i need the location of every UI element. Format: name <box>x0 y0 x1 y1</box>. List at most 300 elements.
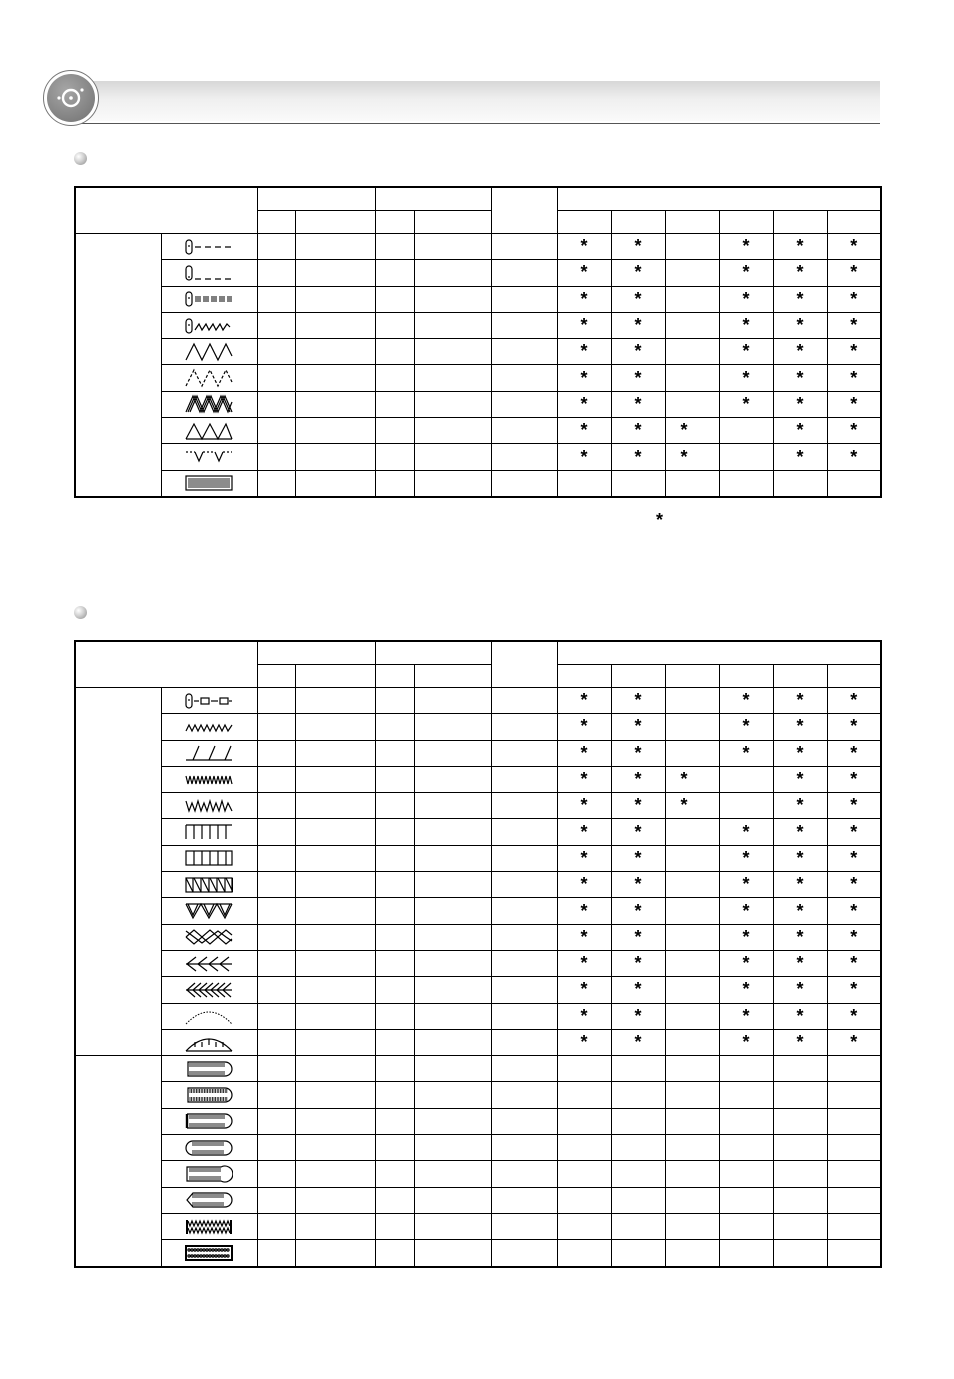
value-cell <box>257 1213 295 1239</box>
mark-cell <box>719 1029 773 1055</box>
star-mark: * <box>634 979 642 1000</box>
value-cell <box>257 1029 295 1055</box>
value-cell <box>295 819 375 845</box>
mark-cell <box>827 1187 881 1213</box>
value-cell <box>491 1213 557 1239</box>
value-cell <box>375 950 414 976</box>
mark-cell <box>665 793 719 819</box>
star-mark: * <box>634 367 642 388</box>
star-mark: * <box>796 979 804 1000</box>
star-mark: * <box>680 795 688 816</box>
star-mark: * <box>634 716 642 737</box>
mark-cell <box>827 234 881 260</box>
value-cell <box>295 1108 375 1134</box>
value-cell <box>375 365 414 391</box>
stitch-symbol-cell <box>161 260 257 286</box>
value-cell <box>295 286 375 312</box>
star-mark: * <box>742 341 750 362</box>
mark-cell <box>827 260 881 286</box>
value-cell <box>491 740 557 766</box>
table-row <box>75 391 881 417</box>
value-cell <box>257 1056 295 1082</box>
mark-cell <box>557 312 611 338</box>
table-row <box>75 819 881 845</box>
value-cell <box>491 286 557 312</box>
value-cell <box>295 444 375 470</box>
mark-cell <box>773 819 827 845</box>
star-mark: * <box>796 769 804 790</box>
mark-cell <box>557 898 611 924</box>
value-cell <box>375 898 414 924</box>
box-stitch-icon <box>185 848 233 868</box>
value-cell <box>491 260 557 286</box>
table-row <box>75 740 881 766</box>
star-mark: * <box>742 953 750 974</box>
value-cell <box>375 418 414 444</box>
value-cell <box>414 819 491 845</box>
header-stitch-cell <box>75 641 257 688</box>
star-mark: * <box>796 446 804 467</box>
star-mark: * <box>680 420 688 441</box>
mark-cell <box>827 470 881 497</box>
mark-cell <box>557 444 611 470</box>
mark-cell <box>611 418 665 444</box>
star-mark: * <box>742 236 750 257</box>
stitch-symbol-cell <box>161 418 257 444</box>
mark-cell <box>719 1082 773 1108</box>
value-cell <box>414 1161 491 1187</box>
table-row <box>75 977 881 1003</box>
mark-cell <box>557 1135 611 1161</box>
star-mark: * <box>634 690 642 711</box>
mark-cell <box>773 714 827 740</box>
star-mark: * <box>850 262 858 283</box>
value-cell <box>414 234 491 260</box>
basting-stitch-icon <box>185 691 233 711</box>
comb-stitch-icon <box>185 822 233 842</box>
header-subcell <box>827 665 881 688</box>
mark-cell <box>611 793 665 819</box>
mark-cell <box>719 312 773 338</box>
mark-cell <box>665 740 719 766</box>
star-mark: * <box>580 690 588 711</box>
star-mark: * <box>680 446 688 467</box>
mark-cell <box>773 845 827 871</box>
value-cell <box>491 1082 557 1108</box>
mark-cell <box>611 1056 665 1082</box>
mark-cell <box>557 1187 611 1213</box>
mark-cell <box>719 260 773 286</box>
value-cell <box>257 312 295 338</box>
cross-stitch-icon <box>185 927 233 947</box>
star-mark: * <box>850 874 858 895</box>
value-cell <box>295 312 375 338</box>
stitch-symbol-cell <box>161 1108 257 1134</box>
mark-cell <box>773 1003 827 1029</box>
value-cell <box>491 339 557 365</box>
mark-cell <box>773 339 827 365</box>
mark-cell <box>665 1161 719 1187</box>
header-subcell <box>773 665 827 688</box>
mark-cell <box>773 924 827 950</box>
header-group-marks <box>557 187 881 211</box>
star-mark: * <box>796 953 804 974</box>
value-cell <box>257 819 295 845</box>
star-mark: * <box>850 716 858 737</box>
value-cell <box>295 1161 375 1187</box>
header-subcell <box>719 211 773 234</box>
table-row <box>75 898 881 924</box>
star-mark: * <box>580 288 588 309</box>
stitch-symbol-cell <box>161 793 257 819</box>
header-subcell <box>414 665 491 688</box>
mark-cell <box>719 1240 773 1267</box>
star-mark: * <box>580 236 588 257</box>
mark-cell <box>719 1003 773 1029</box>
buttonhole-square-round-icon <box>185 1111 233 1131</box>
value-cell <box>375 819 414 845</box>
mark-cell <box>827 819 881 845</box>
star-mark: * <box>850 979 858 1000</box>
slant-box-stitch-icon <box>185 875 233 895</box>
stitch-symbol-cell <box>161 1213 257 1239</box>
value-cell <box>491 444 557 470</box>
header-subcell <box>557 211 611 234</box>
star-mark: * <box>742 288 750 309</box>
zigzag-stitch-icon <box>185 342 233 362</box>
mark-cell <box>557 977 611 1003</box>
mark-cell <box>611 1161 665 1187</box>
star-mark: * <box>580 367 588 388</box>
mark-cell <box>719 766 773 792</box>
table-row <box>75 1029 881 1055</box>
value-cell <box>295 1003 375 1029</box>
mark-cell <box>557 766 611 792</box>
buttonhole-tapered-icon <box>185 1190 233 1210</box>
value-cell <box>257 470 295 497</box>
header-subcell <box>375 211 414 234</box>
buttonhole-heirloom-icon <box>185 1243 233 1263</box>
value-cell <box>491 924 557 950</box>
value-cell <box>257 1161 295 1187</box>
mark-cell <box>719 819 773 845</box>
value-cell <box>375 234 414 260</box>
mark-cell <box>773 1056 827 1082</box>
mark-cell <box>827 898 881 924</box>
mark-cell <box>773 470 827 497</box>
star-mark: * <box>634 1005 642 1026</box>
star-mark: * <box>796 236 804 257</box>
mark-cell <box>665 260 719 286</box>
stitch-symbol-cell <box>161 819 257 845</box>
value-cell <box>375 766 414 792</box>
value-cell <box>491 391 557 417</box>
star-mark: * <box>580 742 588 763</box>
star-mark: * <box>796 1005 804 1026</box>
mark-cell <box>773 260 827 286</box>
straight-stitch-center-icon <box>185 237 233 257</box>
value-cell <box>414 444 491 470</box>
header-group-b <box>375 187 491 211</box>
mark-cell <box>827 688 881 714</box>
value-cell <box>257 1108 295 1134</box>
chevron-stitch-icon <box>185 954 233 974</box>
star-mark: * <box>742 690 750 711</box>
value-cell <box>491 898 557 924</box>
star-mark: * <box>580 315 588 336</box>
star-mark: * <box>634 874 642 895</box>
star-mark: * <box>742 367 750 388</box>
value-cell <box>414 339 491 365</box>
table-row <box>75 872 881 898</box>
mark-cell <box>557 1161 611 1187</box>
section-bullet-1 <box>74 152 87 165</box>
triangle-stitch-icon <box>185 901 233 921</box>
star-mark: * <box>634 795 642 816</box>
table-row <box>75 1213 881 1239</box>
mark-cell <box>557 714 611 740</box>
table-row <box>75 365 881 391</box>
table-row <box>75 234 881 260</box>
star-mark: * <box>850 420 858 441</box>
mark-cell <box>827 950 881 976</box>
mark-cell <box>611 950 665 976</box>
star-mark: * <box>796 900 804 921</box>
mark-cell <box>719 418 773 444</box>
mark-cell <box>665 339 719 365</box>
star-mark: * <box>796 367 804 388</box>
star-mark: * <box>796 847 804 868</box>
star-mark: * <box>580 1005 588 1026</box>
stitch-symbol-cell <box>161 766 257 792</box>
star-mark: * <box>742 979 750 1000</box>
mark-cell <box>557 1108 611 1134</box>
mark-cell <box>773 688 827 714</box>
star-mark: * <box>850 769 858 790</box>
star-mark: * <box>634 315 642 336</box>
value-cell <box>257 1187 295 1213</box>
mark-cell <box>773 312 827 338</box>
mark-cell <box>557 872 611 898</box>
value-cell <box>414 1029 491 1055</box>
star-mark: * <box>580 900 588 921</box>
mark-cell <box>557 1240 611 1267</box>
mark-cell <box>557 234 611 260</box>
mark-cell <box>611 286 665 312</box>
mark-cell <box>665 444 719 470</box>
star-mark: * <box>850 367 858 388</box>
value-cell <box>491 418 557 444</box>
mark-cell <box>773 1213 827 1239</box>
mark-cell <box>719 1108 773 1134</box>
value-cell <box>491 1135 557 1161</box>
table-row <box>75 924 881 950</box>
mark-cell <box>665 1240 719 1267</box>
value-cell <box>257 714 295 740</box>
straight-stitch-left-icon <box>185 263 233 283</box>
mark-cell <box>719 793 773 819</box>
mark-cell <box>773 286 827 312</box>
stem-stitch-icon <box>185 316 233 336</box>
mark-cell <box>611 845 665 871</box>
star-mark: * <box>580 1032 588 1052</box>
header-subcell <box>827 211 881 234</box>
stitch-symbol-cell <box>161 977 257 1003</box>
value-cell <box>491 1003 557 1029</box>
mark-cell <box>773 444 827 470</box>
value-cell <box>257 977 295 1003</box>
star-mark: * <box>742 847 750 868</box>
star-mark: * <box>850 847 858 868</box>
target-circle-icon <box>53 80 89 116</box>
buttonhole-keyhole-icon <box>185 1164 233 1184</box>
mark-cell <box>665 688 719 714</box>
star-mark: * <box>742 926 750 947</box>
mark-cell <box>827 1056 881 1082</box>
mark-cell <box>827 286 881 312</box>
mark-cell <box>665 898 719 924</box>
stitch-symbol-cell <box>161 365 257 391</box>
mark-cell <box>773 740 827 766</box>
mark-cell <box>557 1056 611 1082</box>
value-cell <box>257 286 295 312</box>
header-subcell <box>665 665 719 688</box>
mark-cell <box>557 260 611 286</box>
mark-cell <box>557 286 611 312</box>
footnote-star: * <box>656 510 664 530</box>
value-cell <box>257 260 295 286</box>
table-row <box>75 339 881 365</box>
mark-cell <box>719 365 773 391</box>
buttonhole-round-icon <box>185 1059 233 1079</box>
value-cell <box>375 1108 414 1134</box>
star-mark: * <box>796 742 804 763</box>
header-group-a <box>257 641 375 665</box>
table-row <box>75 1135 881 1161</box>
mark-cell <box>827 714 881 740</box>
mark-cell <box>719 845 773 871</box>
mark-cell <box>773 1187 827 1213</box>
star-mark: * <box>850 1005 858 1026</box>
value-cell <box>375 977 414 1003</box>
value-cell <box>295 391 375 417</box>
mark-cell <box>611 365 665 391</box>
value-cell <box>295 260 375 286</box>
value-cell <box>414 1108 491 1134</box>
mark-cell <box>719 714 773 740</box>
star-mark: * <box>850 236 858 257</box>
mark-cell <box>611 234 665 260</box>
header-subcell <box>375 665 414 688</box>
value-cell <box>295 1213 375 1239</box>
star-mark: * <box>850 795 858 816</box>
value-cell <box>375 1056 414 1082</box>
star-mark: * <box>742 742 750 763</box>
stitch-symbol-cell <box>161 1135 257 1161</box>
mark-cell <box>611 688 665 714</box>
mark-cell <box>827 793 881 819</box>
header-single-col <box>491 641 557 688</box>
mark-cell <box>827 1082 881 1108</box>
star-mark: * <box>634 769 642 790</box>
mark-cell <box>665 234 719 260</box>
mark-cell <box>719 444 773 470</box>
star-mark: * <box>634 446 642 467</box>
group-label-cell <box>75 234 161 497</box>
mark-cell <box>665 1003 719 1029</box>
mark-cell <box>773 793 827 819</box>
star-mark: * <box>580 716 588 737</box>
value-cell <box>375 714 414 740</box>
value-cell <box>491 1029 557 1055</box>
value-cell <box>375 286 414 312</box>
mark-cell <box>827 1240 881 1267</box>
table-row <box>75 1240 881 1267</box>
star-mark: * <box>580 262 588 283</box>
mark-cell <box>665 1082 719 1108</box>
feather-stitch-icon <box>185 717 233 737</box>
mark-cell <box>557 950 611 976</box>
mark-cell <box>611 312 665 338</box>
section-header-rule <box>70 123 880 124</box>
mark-cell <box>611 1135 665 1161</box>
mark-cell <box>611 260 665 286</box>
value-cell <box>414 924 491 950</box>
stitch-symbol-cell <box>161 845 257 871</box>
stitch-symbol-cell <box>161 286 257 312</box>
mark-cell <box>719 286 773 312</box>
value-cell <box>414 312 491 338</box>
header-subcell <box>257 211 295 234</box>
stitch-symbol-cell <box>161 898 257 924</box>
mark-cell <box>773 977 827 1003</box>
triple-zigzag-icon <box>185 394 233 414</box>
mark-cell <box>719 391 773 417</box>
mark-cell <box>827 872 881 898</box>
value-cell <box>375 1161 414 1187</box>
mark-cell <box>557 1082 611 1108</box>
mark-cell <box>665 845 719 871</box>
value-cell <box>491 1240 557 1267</box>
header-subcell <box>557 665 611 688</box>
header-group-b <box>375 641 491 665</box>
mark-cell <box>611 1108 665 1134</box>
value-cell <box>491 365 557 391</box>
star-mark: * <box>634 900 642 921</box>
table-row <box>75 688 881 714</box>
star-mark: * <box>796 341 804 362</box>
mark-cell <box>719 898 773 924</box>
star-mark: * <box>850 742 858 763</box>
table-row <box>75 714 881 740</box>
mark-cell <box>611 819 665 845</box>
table-row <box>75 1082 881 1108</box>
mark-cell <box>773 234 827 260</box>
table-row <box>75 1161 881 1187</box>
star-mark: * <box>580 874 588 895</box>
value-cell <box>295 1029 375 1055</box>
table-row <box>75 950 881 976</box>
value-cell <box>375 872 414 898</box>
value-cell <box>491 793 557 819</box>
table-row <box>75 1187 881 1213</box>
scallop-stitch-icon <box>185 1006 233 1026</box>
value-cell <box>414 872 491 898</box>
value-cell <box>491 845 557 871</box>
value-cell <box>491 1056 557 1082</box>
mark-cell <box>665 1213 719 1239</box>
overcast-stitch-icon <box>185 421 233 441</box>
